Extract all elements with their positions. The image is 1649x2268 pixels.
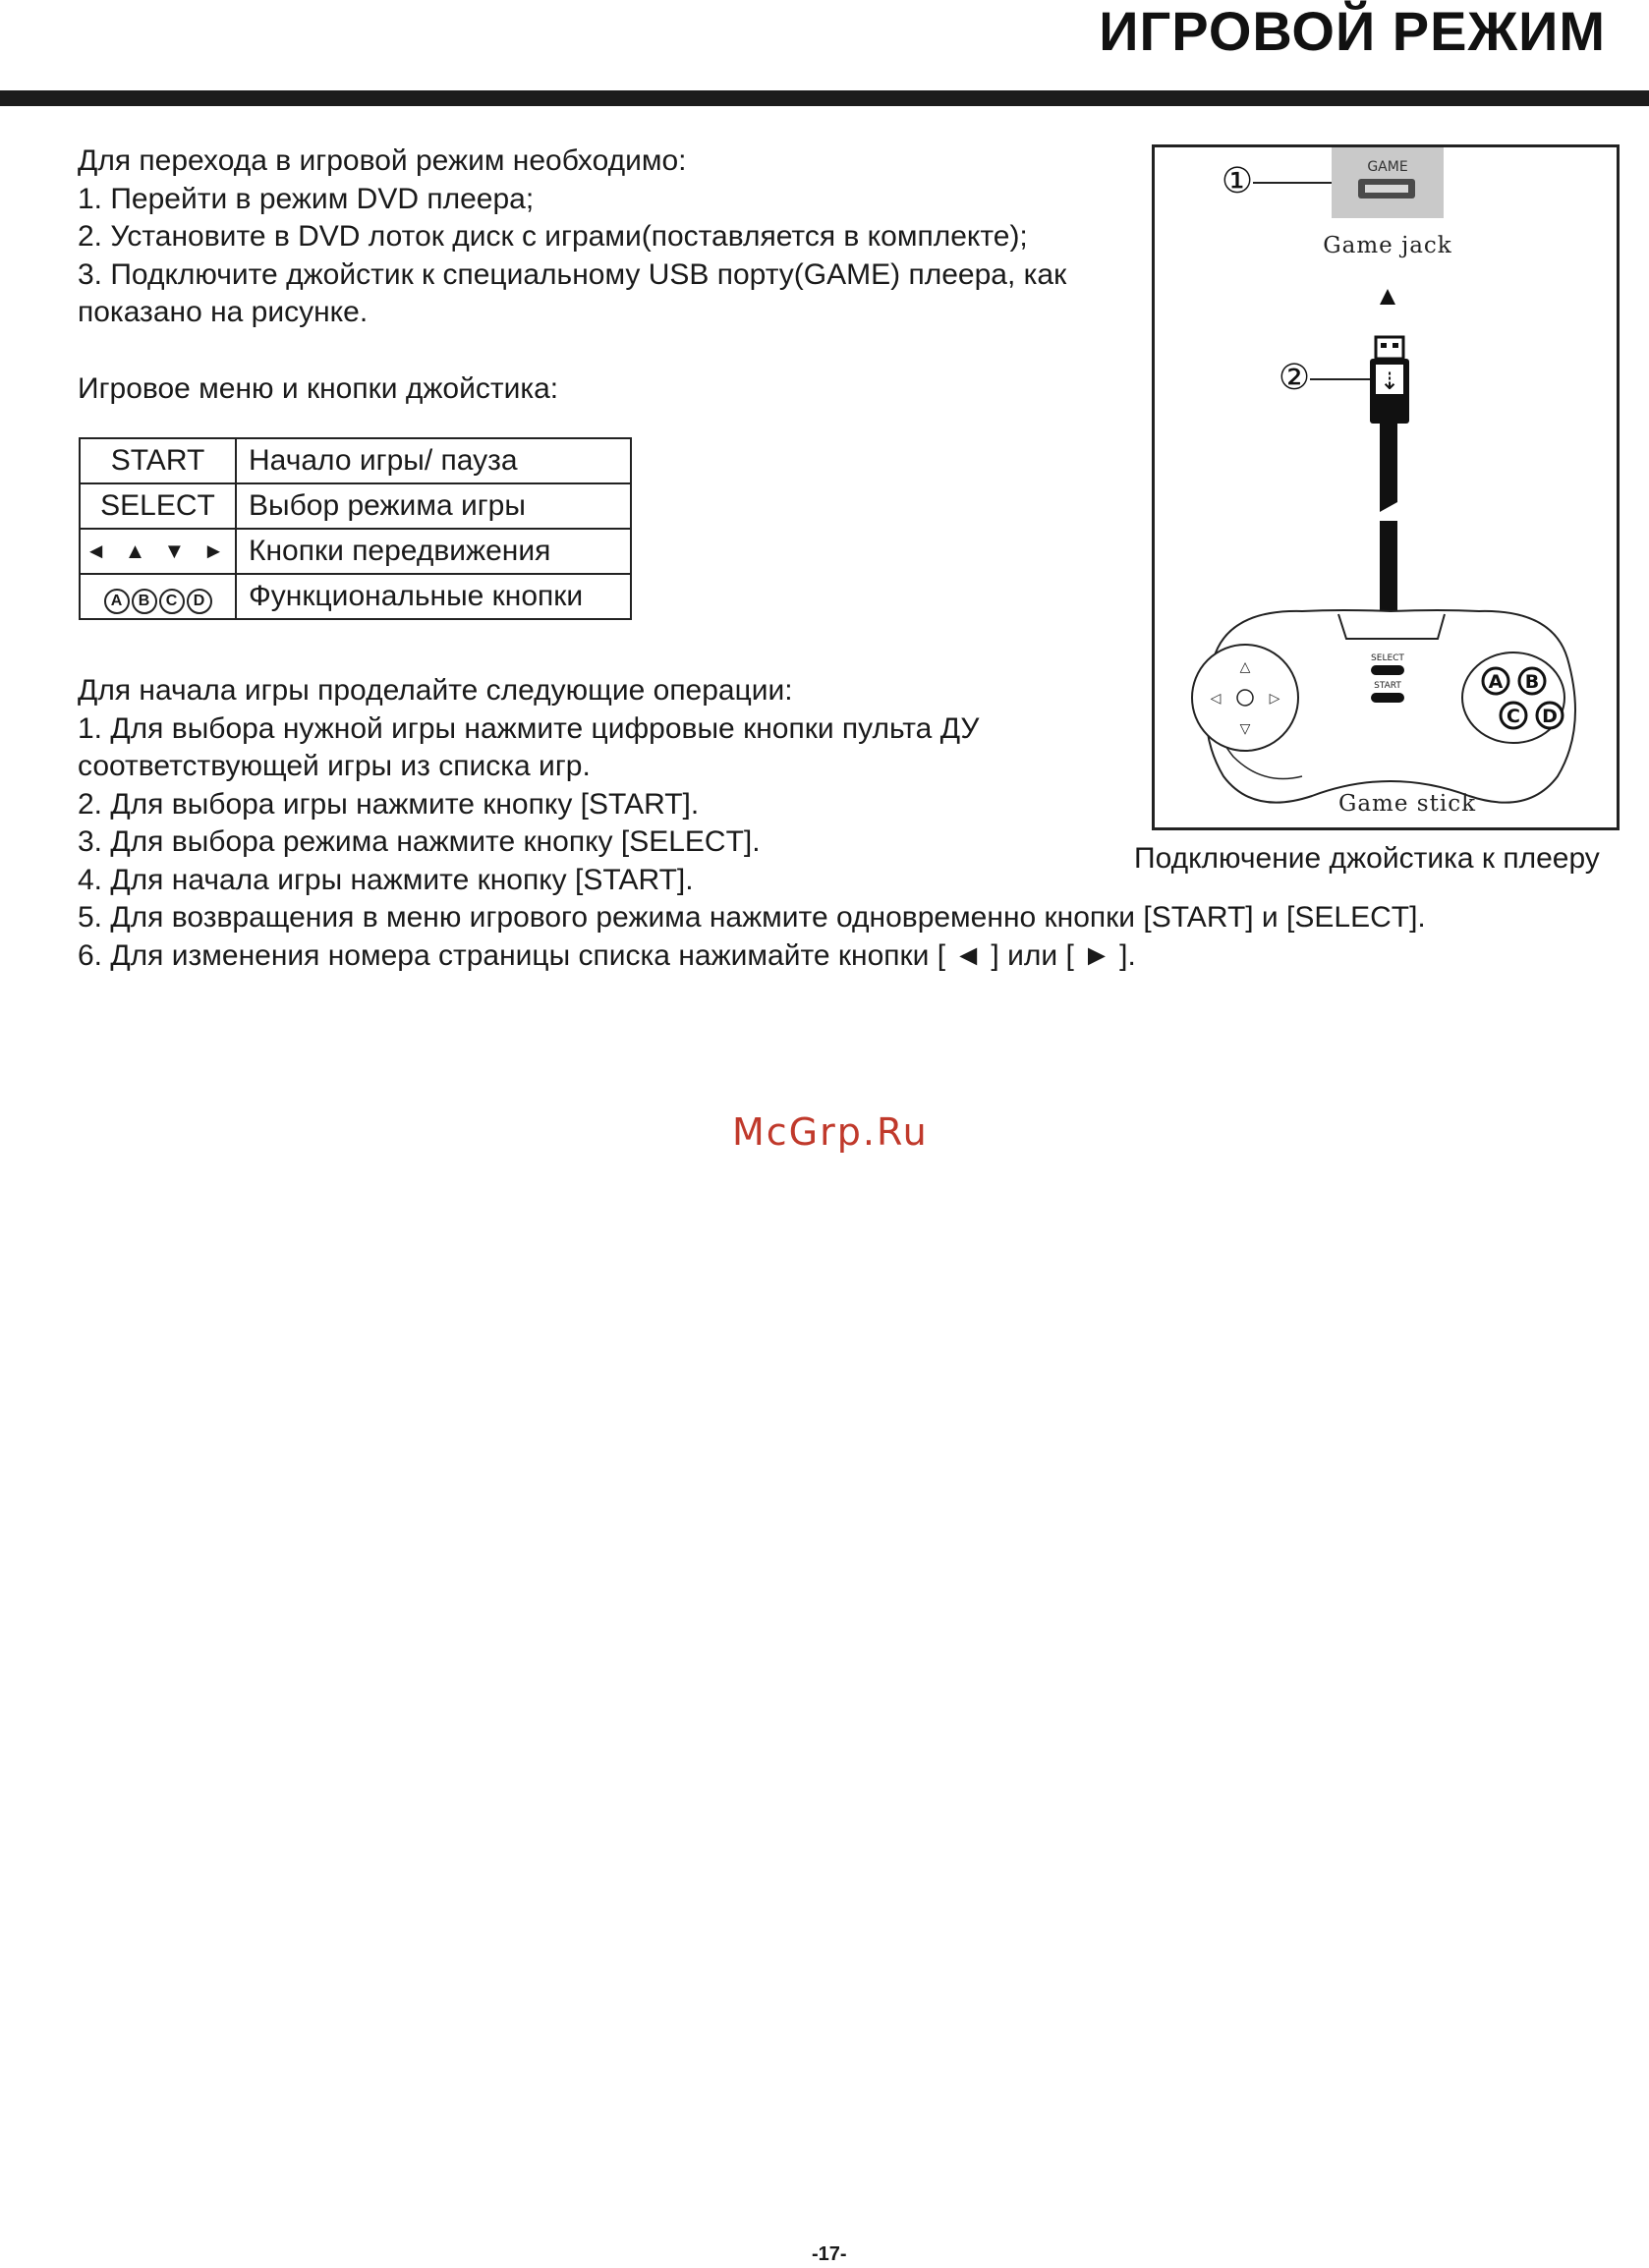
- intro-line: 2. Установите в DVD лоток диск с играми(поставляется в комплекте);: [78, 220, 1028, 253]
- select-button-icon: [1371, 665, 1404, 675]
- operations-line: 3. Для выбора режима нажмите кнопку [SELECT].: [78, 825, 761, 858]
- intro-line: показано на рисунке.: [78, 296, 369, 328]
- page-number: -17-: [812, 2243, 847, 2265]
- key-cell: ◄ ▲ ▼ ►: [80, 529, 236, 574]
- key-description: Функциональные кнопки: [236, 574, 631, 619]
- key-description: Кнопки передвижения: [236, 529, 631, 574]
- game-stick-label: Game stick: [1337, 791, 1477, 817]
- title-rule: [0, 90, 1649, 106]
- operations-line: 4. Для начала игры нажмите кнопку [START].: [78, 863, 694, 896]
- menu-heading: Игровое меню и кнопки джойстика:: [78, 372, 559, 405]
- button-b-icon: B: [132, 589, 157, 614]
- marker-1: ①: [1221, 161, 1254, 201]
- dpad-center: [1237, 690, 1253, 706]
- marker-2: ②: [1278, 358, 1311, 398]
- intro-paragraph: [78, 142, 1066, 332]
- key-description: Выбор режима игры: [236, 483, 631, 529]
- gamepad-button-d-label: D: [1542, 706, 1558, 727]
- cable: [1380, 424, 1397, 512]
- usb-plug-hole: [1393, 343, 1398, 348]
- table-row: [80, 438, 631, 483]
- game-jack-label: Game jack: [1323, 233, 1452, 258]
- table-row: [80, 529, 631, 574]
- select-label: SELECT: [1371, 653, 1404, 663]
- start-label: START: [1374, 681, 1401, 691]
- figure-caption: Подключение джойстика к плееру: [1134, 842, 1600, 875]
- usb-plug-hole: [1381, 343, 1387, 348]
- operations-line: 1. Для выбора нужной игры нажмите цифровые кнопки пульта ДУ: [78, 711, 980, 745]
- operations-line: 5. Для возвращения в меню игрового режима нажмите одновременно кнопки [START] и [SELECT].: [78, 901, 1426, 934]
- operations-line: 6. Для изменения номера страницы списка нажимайте кнопки [ ◄ ] или [ ► ].: [78, 938, 1136, 972]
- button-c-icon: C: [159, 589, 185, 614]
- button-d-icon: D: [187, 589, 212, 614]
- joystick-diagram: [1155, 147, 1617, 827]
- key-description: Начало игры/ пауза: [236, 438, 631, 483]
- intro-line: 1. Перейти в режим DVD плеера;: [78, 182, 535, 215]
- operations-line: Для начала игры проделайте следующие операции:: [78, 674, 793, 707]
- operations-line: 2. Для выбора игры нажмите кнопку [START].: [78, 787, 700, 821]
- usb-symbol-icon: ⇣: [1379, 368, 1400, 395]
- intro-line: Для перехода в игровой режим необходимо:: [78, 144, 687, 177]
- function-keys-cell: [80, 574, 236, 619]
- dpad-up-icon: △: [1239, 659, 1251, 675]
- usb-port-slot: [1365, 185, 1408, 193]
- watermark: McGrp.Ru: [732, 1110, 929, 1154]
- joystick-keys-table: [79, 437, 632, 620]
- button-a-icon: A: [104, 589, 130, 614]
- arrow-up-icon: [1380, 289, 1395, 305]
- table-row: [80, 483, 631, 529]
- gamepad-button-c-label: C: [1507, 706, 1520, 727]
- key-cell: SELECT: [80, 483, 236, 529]
- gamepad-connector: [1338, 614, 1445, 639]
- key-cell: START: [80, 438, 236, 483]
- dpad-left-icon: ◁: [1210, 691, 1222, 707]
- gamepad-button-a-label: A: [1488, 671, 1504, 693]
- joystick-connection-figure: [1152, 144, 1620, 830]
- gamepad-button-b-label: B: [1524, 671, 1540, 693]
- usb-plug-tip: [1376, 337, 1403, 359]
- page-title: ИГРОВОЙ РЕЖИМ: [1099, 0, 1606, 62]
- intro-line: 3. Подключите джойстик к специальному USB порту(GAME) плеера, как: [78, 257, 1067, 291]
- game-port-label: GAME: [1367, 159, 1408, 175]
- dpad-right-icon: ▷: [1269, 691, 1280, 707]
- dpad-down-icon: ▽: [1239, 721, 1251, 737]
- table-row: [80, 574, 631, 619]
- start-button-icon: [1371, 693, 1404, 703]
- operations-line: соответствующей игры из списка игр.: [78, 750, 591, 782]
